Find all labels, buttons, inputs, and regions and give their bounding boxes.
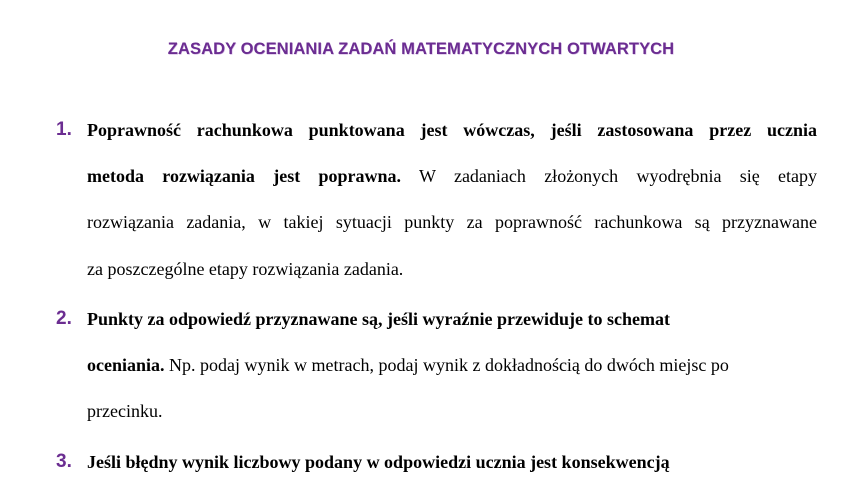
list-number: 1. (56, 119, 72, 140)
item-text-line: przecinku. (87, 401, 163, 421)
item-text-line (87, 354, 817, 376)
item-text-line: Jeśli błędny wynik liczbowy podany w odpowiedzi ucznia jest konsekwencją (87, 452, 670, 472)
list-number: 3. (56, 451, 72, 472)
item-text-line: za poszczególne etapy rozwiązania zadania. (87, 259, 404, 279)
page-title: ZASADY OCENIANIA ZADAŃ MATEMATYCZNYCH OTWARTYCH (167, 40, 675, 58)
bold-text: metoda rozwiązania jest poprawna. (87, 166, 402, 186)
bold-text: oceniania. (87, 355, 165, 375)
item-text-line: rozwiązania zadania, w takiej sytuacji punkty za poprawność rachunkowa są przyznawane (87, 212, 817, 232)
item-text-line (87, 165, 817, 187)
item-text-line: Poprawność rachunkowa punktowana jest wówczas, jeśli zastosowana przez ucznia (87, 120, 817, 140)
item-text-line: Punkty za odpowiedź przyznawane są, jeśli wyraźnie przewiduje to schemat (87, 309, 670, 329)
regular-text: Np. podaj wynik w metrach, podaj wynik z dokładnością do dwóch miejsc po (164, 355, 729, 375)
regular-text: W zadaniach złożonych wyodrębnia się etapy (401, 166, 817, 186)
list-number: 2. (56, 308, 72, 329)
